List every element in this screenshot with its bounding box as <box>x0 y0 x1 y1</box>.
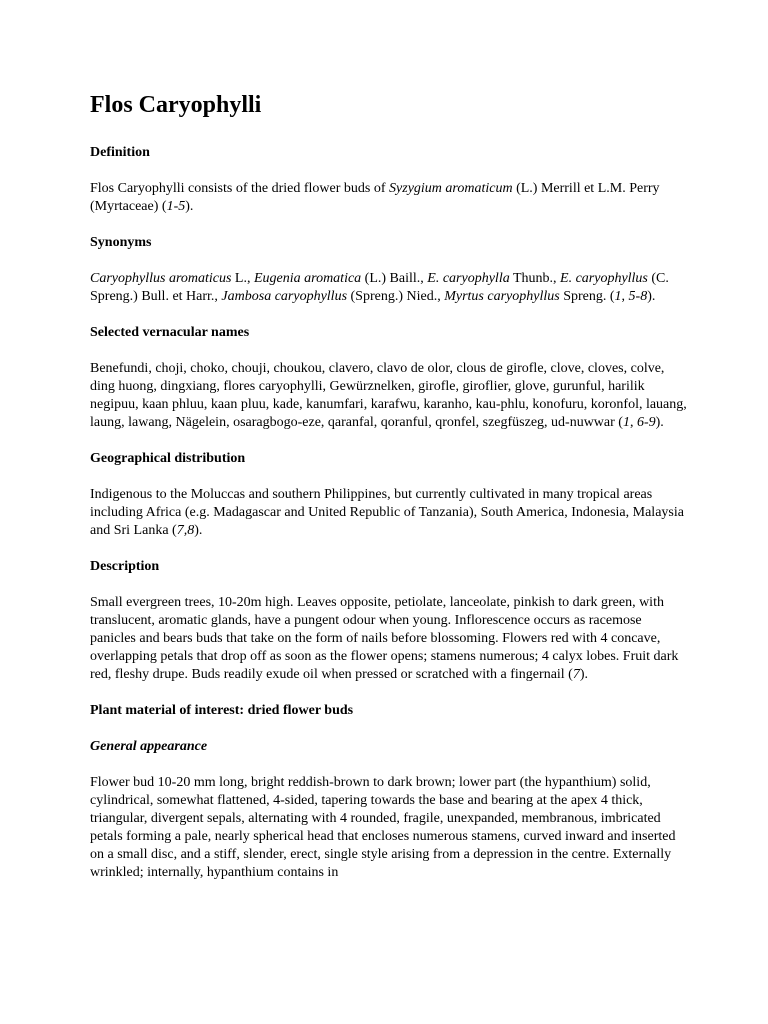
definition-text: Flos Caryophylli consists of the dried flower buds of Syzygium aromaticum (L.) Merrill et L.M. Perry (Myrtaceae) (1-5). <box>90 181 660 214</box>
distribution-heading: Geographical distribution <box>90 451 246 466</box>
description-text: Small evergreen trees, 10-20m high. Leaves opposite, petiolate, lanceolate, pinkish to dark green, with translucent, aromatic glands, have a pungent odour when young. Inflorescence occurs as racemose panicles and bears buds that take on the form of nails before blossoming. Flowers red with 4 concave, overlapping petals that drop off as soon as the flower opens; stamens numerous; 4 calyx lobes. Fruit dark red, fleshy drupe. Buds readily exude oil when pressed or scratched with a fingernail (7). <box>90 595 679 682</box>
general-appearance-heading: General appearance <box>90 739 208 754</box>
document-page <box>90 90 690 900</box>
page-title: Flos Caryophylli <box>90 92 262 118</box>
synonyms-heading: Synonyms <box>90 235 152 250</box>
vernacular-heading: Selected vernacular names <box>90 325 250 340</box>
general-appearance-text: Flower bud 10-20 mm long, bright reddish-brown to dark brown; lower part (the hypanthium) solid, cylindrical, somewhat flattened, 4-sided, tapering towards the base and bearing at the apex 4 thick, triangular, divergent sepals, alternating with 4 rounded, fragile, unexpanded, membranous, imbricated petals forming a pale, nearly spherical head that encloses numerous stamens, curved inward and inserted on a small disc, and a stiff, slender, erect, single style arising from a depression in the centre. Externally wrinkled; internally, hypanthium contains in <box>90 775 676 880</box>
definition-heading: Definition <box>90 145 150 160</box>
synonyms-text: Caryophyllus aromaticus L., Eugenia aromatica (L.) Baill., E. caryophylla Thunb., E. caryophyllus (C. Spreng.) Bull. et Harr., Jambosa caryophyllus (Spreng.) Nied., Myrtus caryophyllus Spreng. (1, 5-8). <box>90 271 669 304</box>
plant-material-heading: Plant material of interest: dried flower buds <box>90 703 354 718</box>
vernacular-text: Benefundi, choji, choko, chouji, choukou, clavero, clavo de olor, clous de girofle, clove, cloves, colve, ding huong, dingxiang, flores caryophylli, Gewürznelken, girofle, giroflier, glove, gurunful, harilik negipuu, kaan phluu, kaan pluu, kade, kanumfari, karafwu, karanho, kau-phlu, konofuru, koronfol, lauang, laung, lawang, Nägelein, osaragbogo-eze, qaranfal, qoranful, qronfel, szegfüszeg, ud-nuwwar (1, 6-9). <box>90 361 687 430</box>
description-heading: Description <box>90 559 160 574</box>
distribution-text: Indigenous to the Moluccas and southern Philippines, but currently cultivated in many tropical areas including Africa (e.g. Madagascar and United Republic of Tanzania), South America, Indonesia, Malaysia and Sri Lanka (7,8). <box>90 487 684 538</box>
